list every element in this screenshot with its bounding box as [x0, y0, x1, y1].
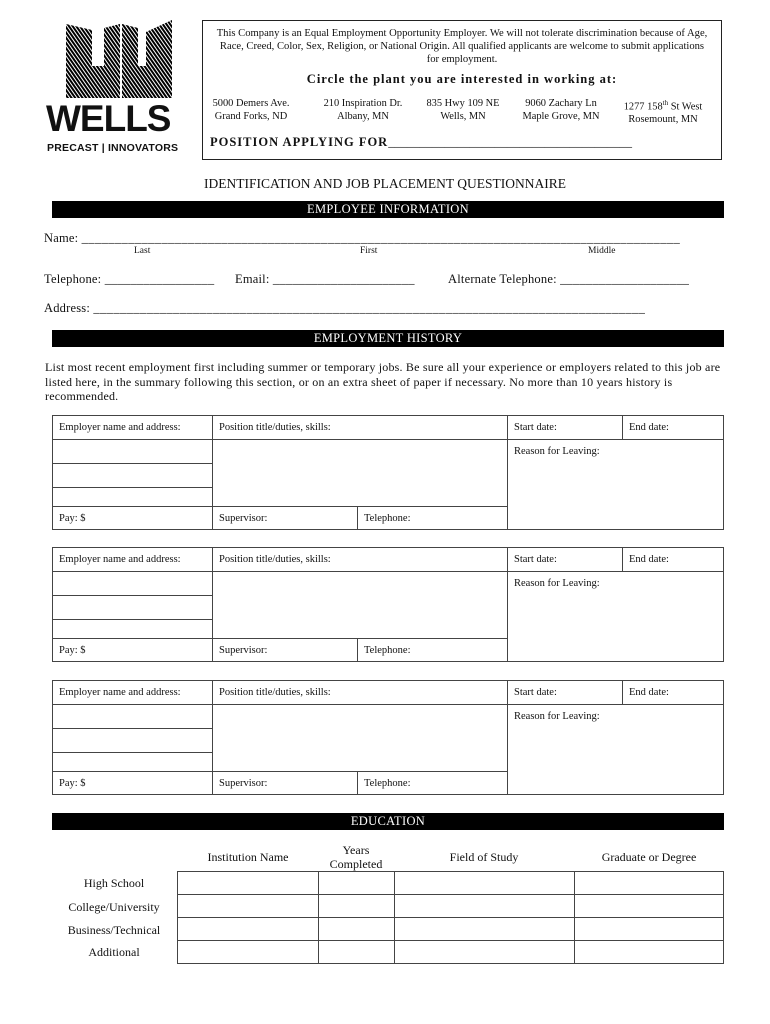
address-field[interactable]	[44, 301, 645, 316]
row-label-additional: Additional	[88, 945, 140, 959]
position-title-cell[interactable]	[212, 547, 508, 572]
edu-years-input[interactable]	[318, 917, 395, 941]
plant-address: 5000 Demers Ave.	[212, 98, 290, 109]
col-graduate-degree: Graduate or Degree	[601, 850, 697, 864]
reason-leaving-cell[interactable]	[507, 439, 724, 530]
telephone-cell[interactable]	[357, 506, 508, 530]
employer-address-line[interactable]	[52, 439, 213, 464]
col-field-of-study: Field of Study	[449, 850, 519, 864]
end-date-label: End date:	[629, 687, 669, 698]
supervisor-label: Supervisor:	[219, 778, 268, 789]
employer-address-line[interactable]	[52, 487, 213, 507]
position-label: POSITION APPLYING FOR	[210, 135, 389, 149]
eeo-statement: This Company is an Equal Employment Opportunity Employer. We will not tolerate discrimination because of Age, Race, Creed, Color, Sex, Religion, or National Origin. All qualified applicants are welcome to submit applications for employment.	[216, 28, 708, 65]
email-field[interactable]	[235, 272, 415, 287]
plant-city: Wells, MN	[440, 111, 486, 122]
plant-option-albany[interactable]	[313, 97, 413, 123]
alt-telephone-label: Alternate Telephone:	[448, 272, 557, 286]
employer-label: Employer name and address:	[59, 422, 181, 433]
alternate-telephone-field[interactable]	[448, 272, 689, 287]
logo-tagline: PRECAST | INNOVATORS	[47, 142, 179, 154]
plant-address: 1277 158th St West	[623, 99, 703, 113]
pay-cell[interactable]	[52, 638, 213, 662]
edu-degree-input[interactable]	[574, 894, 724, 918]
pay-label: Pay: $	[59, 778, 86, 789]
employer-name-cell[interactable]	[52, 547, 213, 572]
supervisor-cell[interactable]	[212, 771, 358, 795]
position-title-label: Position title/duties, skills:	[219, 422, 331, 433]
pay-cell[interactable]	[52, 771, 213, 795]
start-date-label: Start date:	[514, 422, 557, 433]
telephone-field[interactable]	[44, 272, 214, 287]
position-duties-area[interactable]	[212, 704, 508, 772]
edu-institution-input[interactable]	[177, 894, 319, 918]
email-blank: ______________________	[272, 272, 415, 286]
name-label: Name:	[44, 231, 79, 245]
plant-option-maple-grove[interactable]	[515, 97, 607, 123]
plant-address: 835 Hwy 109 NE	[426, 98, 500, 109]
edu-field-input[interactable]	[394, 940, 575, 964]
reason-leaving-cell[interactable]	[507, 704, 724, 795]
email-label: Email:	[235, 272, 270, 286]
employer-label: Employer name and address:	[59, 554, 181, 565]
name-part-middle: Middle	[588, 246, 616, 256]
plant-city: Albany, MN	[337, 111, 389, 122]
plant-selection-box	[202, 20, 722, 160]
position-title-label: Position title/duties, skills:	[219, 687, 331, 698]
edu-institution-input[interactable]	[177, 871, 319, 895]
row-label-college: College/University	[68, 900, 160, 914]
position-applying-field[interactable]	[210, 135, 632, 150]
plant-city: Grand Forks, ND	[214, 111, 288, 122]
logo-wordmark: WELLS	[46, 98, 171, 139]
plant-address: 210 Inspiration Dr.	[323, 98, 403, 109]
employer-name-cell[interactable]	[52, 680, 213, 705]
address-blank: ___________________________________________________________________________________	[93, 301, 646, 315]
end-date-cell[interactable]	[622, 680, 724, 705]
employer-address-line[interactable]	[52, 704, 213, 729]
start-date-cell[interactable]	[507, 680, 623, 705]
name-part-last: Last	[134, 246, 151, 256]
reason-leaving-label: Reason for Leaving:	[514, 578, 600, 589]
supervisor-label: Supervisor:	[219, 645, 268, 656]
employer-address-line[interactable]	[52, 595, 213, 620]
position-title-cell[interactable]	[212, 415, 508, 440]
pay-label: Pay: $	[59, 645, 86, 656]
edu-institution-input[interactable]	[177, 940, 319, 964]
employer-label: Employer name and address:	[59, 687, 181, 698]
end-date-cell[interactable]	[622, 547, 724, 572]
edu-degree-input[interactable]	[574, 917, 724, 941]
reason-leaving-cell[interactable]	[507, 571, 724, 662]
supervisor-cell[interactable]	[212, 506, 358, 530]
edu-years-input[interactable]	[318, 940, 395, 964]
position-duties-area[interactable]	[212, 571, 508, 639]
reason-leaving-label: Reason for Leaving:	[514, 711, 600, 722]
edu-field-input[interactable]	[394, 917, 575, 941]
position-title-cell[interactable]	[212, 680, 508, 705]
plant-option-rosemount[interactable]	[615, 97, 711, 126]
pay-label: Pay: $	[59, 513, 86, 524]
name-field[interactable]	[44, 231, 680, 246]
position-title-label: Position title/duties, skills:	[219, 554, 331, 565]
edu-years-input[interactable]	[318, 894, 395, 918]
alt-telephone-blank: ____________________	[560, 272, 690, 286]
edu-years-input[interactable]	[318, 871, 395, 895]
edu-degree-input[interactable]	[574, 871, 724, 895]
plant-option-wells[interactable]	[417, 97, 509, 123]
edu-institution-input[interactable]	[177, 917, 319, 941]
edu-field-input[interactable]	[394, 894, 575, 918]
plant-city: Rosemount, MN	[628, 114, 698, 126]
end-date-label: End date:	[629, 422, 669, 433]
education-heading: EDUCATION	[52, 813, 724, 830]
plant-city: Maple Grove, MN	[522, 111, 600, 122]
job-telephone-label: Telephone:	[364, 645, 411, 656]
name-blank: __________________________________________________________________________________________	[81, 231, 681, 245]
wells-logo-mark-icon	[62, 18, 174, 98]
employer-name-cell[interactable]	[52, 415, 213, 440]
page-title: IDENTIFICATION AND JOB PLACEMENT QUESTIONNAIRE	[204, 176, 566, 191]
employment-history-heading: EMPLOYMENT HISTORY	[52, 330, 724, 347]
end-date-label: End date:	[629, 554, 669, 565]
start-date-label: Start date:	[514, 687, 557, 698]
employer-address-line[interactable]	[52, 463, 213, 488]
position-duties-area[interactable]	[212, 439, 508, 507]
row-label-high-school: High School	[83, 876, 145, 890]
telephone-cell[interactable]	[357, 638, 508, 662]
plant-option-grand-forks[interactable]	[211, 97, 291, 123]
position-blank: _______________________________________	[388, 135, 632, 149]
edu-field-input[interactable]	[394, 871, 575, 895]
col-institution-name: Institution Name	[207, 850, 289, 864]
employer-address-line[interactable]	[52, 571, 213, 596]
employer-address-line[interactable]	[52, 619, 213, 639]
reason-leaving-label: Reason for Leaving:	[514, 446, 600, 457]
job-telephone-label: Telephone:	[364, 778, 411, 789]
supervisor-label: Supervisor:	[219, 513, 268, 524]
supervisor-cell[interactable]	[212, 638, 358, 662]
employee-info-heading: EMPLOYEE INFORMATION	[52, 201, 724, 218]
employment-instructions: List most recent employment first including summer or temporary jobs. Be sure all your experience or employers related to this job are listed here, in the summary following this section, or on an extra sheet of paper if necessary. No more than 10 years history is recommended.	[45, 360, 721, 403]
employer-address-line[interactable]	[52, 752, 213, 772]
pay-cell[interactable]	[52, 506, 213, 530]
edu-degree-input[interactable]	[574, 940, 724, 964]
job-telephone-label: Telephone:	[364, 513, 411, 524]
circle-plant-label: Circle the plant you are interested in working at:	[306, 72, 618, 86]
address-label: Address:	[44, 301, 91, 315]
telephone-label: Telephone:	[44, 272, 102, 286]
start-date-label: Start date:	[514, 554, 557, 565]
start-date-cell[interactable]	[507, 415, 623, 440]
col-years-completed: Years Completed	[329, 843, 383, 871]
employer-address-line[interactable]	[52, 728, 213, 753]
start-date-cell[interactable]	[507, 547, 623, 572]
telephone-cell[interactable]	[357, 771, 508, 795]
end-date-cell[interactable]	[622, 415, 724, 440]
name-part-first: First	[360, 246, 378, 256]
row-label-business-technical: Business/Technical	[67, 923, 161, 937]
telephone-blank: _________________	[104, 272, 215, 286]
plant-address: 9060 Zachary Ln	[525, 98, 597, 109]
